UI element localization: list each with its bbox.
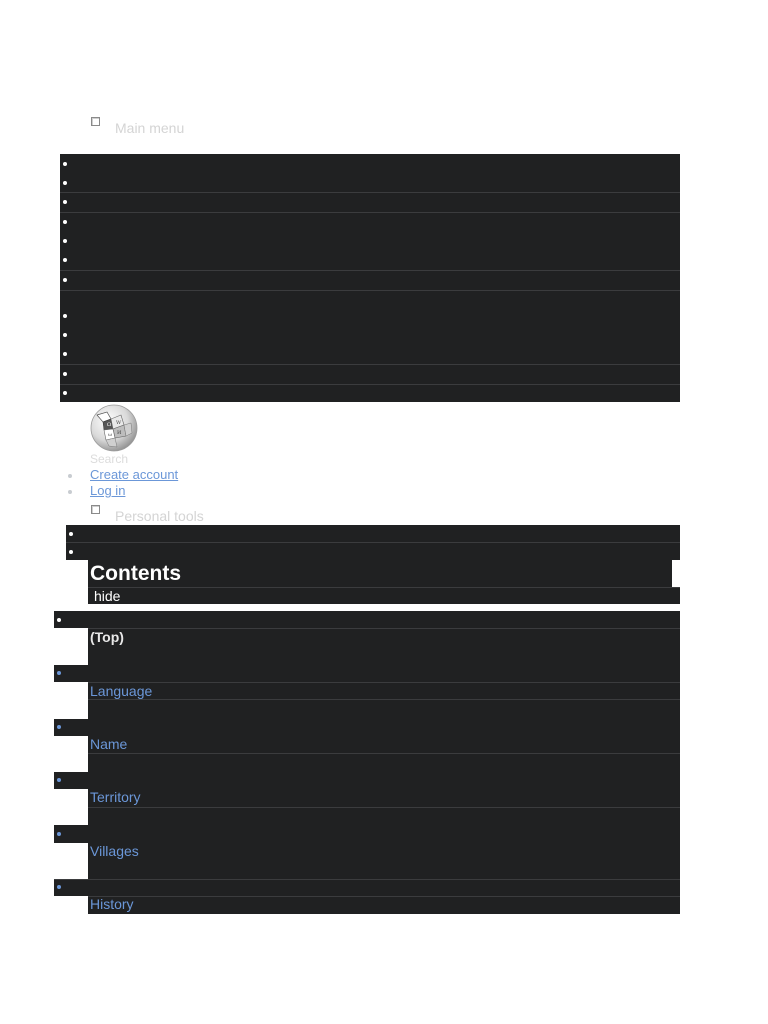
list-bullet xyxy=(57,885,61,889)
toc-hide-bar[interactable] xyxy=(88,587,680,604)
personal-tools-checkbox[interactable] xyxy=(91,505,100,514)
toc-row[interactable] xyxy=(88,807,680,825)
toc-item-villages[interactable]: Villages xyxy=(90,843,139,859)
list-bullet xyxy=(57,671,61,675)
toc-item-top[interactable]: (Top) xyxy=(90,629,124,645)
main-menu-row[interactable] xyxy=(60,291,680,365)
list-item xyxy=(66,483,178,499)
list-bullet xyxy=(63,391,67,395)
main-menu-row[interactable] xyxy=(60,385,680,402)
main-menu-row[interactable] xyxy=(60,365,680,385)
toc-row[interactable] xyxy=(54,665,680,682)
personal-tools-row[interactable] xyxy=(66,543,680,560)
list-bullet xyxy=(63,220,67,224)
toc-title: Contents xyxy=(90,562,181,585)
svg-text:Ω: Ω xyxy=(107,422,112,428)
toc-row[interactable] xyxy=(88,699,680,719)
svg-text:И: И xyxy=(117,430,122,436)
personal-links xyxy=(66,467,178,499)
main-menu-row[interactable] xyxy=(60,271,680,291)
list-bullet xyxy=(57,725,61,729)
toc-row[interactable] xyxy=(54,611,680,628)
wikipedia-globe-icon[interactable] xyxy=(89,403,139,453)
main-menu-label: Main menu xyxy=(115,120,185,136)
list-bullet xyxy=(63,278,67,282)
toc-item-territory[interactable]: Territory xyxy=(90,789,141,805)
svg-text:ω: ω xyxy=(108,432,113,438)
list-bullet xyxy=(63,314,67,318)
list-bullet xyxy=(63,239,67,243)
toc-row[interactable] xyxy=(88,736,680,753)
list-bullet xyxy=(63,200,67,204)
create-account-link[interactable]: Create account xyxy=(90,467,179,482)
list-bullet xyxy=(69,532,73,536)
list-bullet xyxy=(63,181,67,185)
svg-text:W: W xyxy=(116,420,122,426)
personal-tools-label: Personal tools xyxy=(115,508,204,524)
list-bullet xyxy=(68,474,72,478)
search-label[interactable]: Search xyxy=(90,452,129,466)
toc-row[interactable] xyxy=(88,789,680,807)
toc-row[interactable] xyxy=(54,719,680,736)
toc-hide-button[interactable]: hide xyxy=(94,588,121,604)
toc-item-history[interactable]: History xyxy=(90,896,134,912)
list-bullet xyxy=(63,333,67,337)
toc-row[interactable] xyxy=(54,772,680,789)
personal-tools-row[interactable] xyxy=(66,525,680,543)
list-bullet xyxy=(57,832,61,836)
list-bullet xyxy=(57,618,61,622)
toc-item-language[interactable]: Language xyxy=(90,683,153,699)
main-menu-row[interactable] xyxy=(60,193,680,213)
list-bullet xyxy=(63,372,67,376)
list-bullet xyxy=(57,778,61,782)
list-bullet xyxy=(63,162,67,166)
main-menu-row[interactable] xyxy=(60,154,680,193)
list-bullet xyxy=(68,490,72,494)
list-bullet xyxy=(63,352,67,356)
list-item xyxy=(66,467,178,483)
toc-item-name[interactable]: Name xyxy=(90,736,128,752)
list-bullet xyxy=(63,258,67,262)
list-bullet xyxy=(69,550,73,554)
personal-tools-toggle[interactable] xyxy=(91,504,204,524)
personal-tools-panel xyxy=(66,525,680,560)
toc-row[interactable] xyxy=(88,628,680,665)
toc-row[interactable] xyxy=(88,682,680,699)
log-in-link[interactable]: Log in xyxy=(90,483,126,498)
toc-row[interactable] xyxy=(54,879,680,896)
globe-graphic xyxy=(89,403,139,453)
main-menu-row[interactable] xyxy=(60,213,680,271)
toc-row[interactable] xyxy=(54,825,680,843)
toc-row[interactable] xyxy=(88,896,680,914)
toc-row[interactable] xyxy=(88,843,680,879)
main-menu-panel xyxy=(60,154,680,402)
main-menu-checkbox[interactable] xyxy=(91,117,100,126)
toc-row[interactable] xyxy=(88,753,680,772)
main-menu-toggle[interactable] xyxy=(91,116,184,136)
